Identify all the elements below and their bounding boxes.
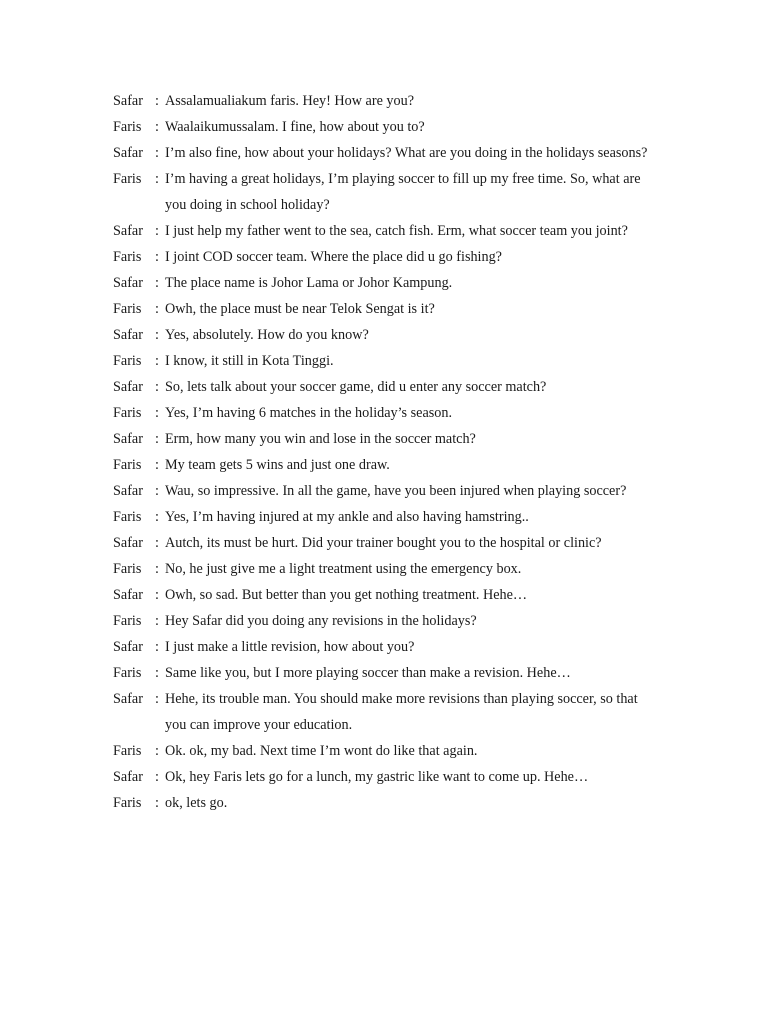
utterance-text: No, he just give me a light treatment using the emergency box. <box>165 561 522 577</box>
speaker-name: Faris <box>113 249 142 265</box>
speaker-name: Safar <box>113 379 143 395</box>
speaker-name: Safar <box>113 145 143 161</box>
speaker-name: Safar <box>113 691 143 707</box>
speaker-separator: : <box>155 587 159 603</box>
utterance-text: Hehe, its trouble man. You should make more revisions than playing soccer, so that you can improve your education. <box>165 691 638 733</box>
utterance-text: Ok, hey Faris lets go for a lunch, my gastric like want to come up. Hehe… <box>165 769 589 785</box>
utterance-text: I’m also fine, how about your holidays? What are you doing in the holidays seasons? <box>165 145 648 161</box>
speaker-separator: : <box>155 301 159 317</box>
dialogue-line <box>113 374 658 400</box>
speaker-separator: : <box>155 145 159 161</box>
speaker-separator: : <box>155 171 159 187</box>
speaker-separator: : <box>155 509 159 525</box>
speaker-name: Faris <box>113 119 142 135</box>
utterance-text: Hey Safar did you doing any revisions in the holidays? <box>165 613 477 629</box>
speaker-name: Faris <box>113 171 142 187</box>
utterance-text: Erm, how many you win and lose in the soccer match? <box>165 431 476 447</box>
speaker-name: Safar <box>113 587 143 603</box>
speaker-name: Faris <box>113 509 142 525</box>
speaker-separator: : <box>155 223 159 239</box>
speaker-name: Safar <box>113 431 143 447</box>
speaker-separator: : <box>155 249 159 265</box>
dialogue-line <box>113 270 658 296</box>
dialogue-line <box>113 686 658 738</box>
dialogue-line <box>113 608 658 634</box>
speaker-separator: : <box>155 743 159 759</box>
dialogue-line <box>113 556 658 582</box>
utterance-text: Ok. ok, my bad. Next time I’m wont do like that again. <box>165 743 478 759</box>
speaker-separator: : <box>155 535 159 551</box>
utterance-text: Assalamualiakum faris. Hey! How are you? <box>165 93 414 109</box>
speaker-separator: : <box>155 353 159 369</box>
dialogue-line <box>113 660 658 686</box>
speaker-name: Faris <box>113 405 142 421</box>
dialogue-line <box>113 244 658 270</box>
speaker-separator: : <box>155 483 159 499</box>
speaker-separator: : <box>155 665 159 681</box>
speaker-separator: : <box>155 691 159 707</box>
speaker-name: Faris <box>113 743 142 759</box>
speaker-name: Safar <box>113 483 143 499</box>
dialogue-line <box>113 634 658 660</box>
dialogue-line <box>113 530 658 556</box>
speaker-name: Safar <box>113 223 143 239</box>
utterance-text: I just help my father went to the sea, catch fish. Erm, what soccer team you joint? <box>165 223 628 239</box>
speaker-name: Faris <box>113 457 142 473</box>
speaker-separator: : <box>155 457 159 473</box>
speaker-name: Safar <box>113 327 143 343</box>
dialogue-line <box>113 348 658 374</box>
speaker-separator: : <box>155 119 159 135</box>
speaker-name: Faris <box>113 613 142 629</box>
speaker-name: Faris <box>113 301 142 317</box>
speaker-separator: : <box>155 795 159 811</box>
dialogue-line <box>113 764 658 790</box>
speaker-separator: : <box>155 379 159 395</box>
utterance-text: Yes, absolutely. How do you know? <box>165 327 369 343</box>
utterance-text: Waalaikumussalam. I fine, how about you to? <box>165 119 425 135</box>
dialogue-line <box>113 790 658 816</box>
speaker-name: Faris <box>113 795 142 811</box>
utterance-text: So, lets talk about your soccer game, did u enter any soccer match? <box>165 379 547 395</box>
speaker-name: Safar <box>113 275 143 291</box>
utterance-text: I know, it still in Kota Tinggi. <box>165 353 334 369</box>
utterance-text: I’m having a great holidays, I’m playing soccer to fill up my free time. So, what are you doing in school holiday? <box>165 171 641 213</box>
utterance-text: Owh, the place must be near Telok Sengat is it? <box>165 301 435 317</box>
dialogue-line <box>113 452 658 478</box>
speaker-name: Safar <box>113 93 143 109</box>
dialogue-line <box>113 426 658 452</box>
dialogue-line <box>113 296 658 322</box>
utterance-text: My team gets 5 wins and just one draw. <box>165 457 390 473</box>
speaker-name: Safar <box>113 535 143 551</box>
speaker-separator: : <box>155 613 159 629</box>
dialogue-line <box>113 400 658 426</box>
dialogue-line <box>113 218 658 244</box>
utterance-text: I just make a little revision, how about you? <box>165 639 415 655</box>
speaker-separator: : <box>155 275 159 291</box>
dialogue-line <box>113 140 658 166</box>
speaker-separator: : <box>155 561 159 577</box>
dialogue-line <box>113 322 658 348</box>
dialogue-line <box>113 738 658 764</box>
speaker-separator: : <box>155 431 159 447</box>
dialogue-line <box>113 166 658 218</box>
dialogue-line <box>113 114 658 140</box>
utterance-text: Same like you, but I more playing soccer than make a revision. Hehe… <box>165 665 571 681</box>
speaker-separator: : <box>155 405 159 421</box>
utterance-text: Owh, so sad. But better than you get nothing treatment. Hehe… <box>165 587 528 603</box>
speaker-separator: : <box>155 327 159 343</box>
utterance-text: Autch, its must be hurt. Did your trainer bought you to the hospital or clinic? <box>165 535 602 551</box>
utterance-text: Wau, so impressive. In all the game, have you been injured when playing soccer? <box>165 483 627 499</box>
speaker-name: Safar <box>113 639 143 655</box>
utterance-text: I joint COD soccer team. Where the place did u go fishing? <box>165 249 502 265</box>
speaker-separator: : <box>155 93 159 109</box>
utterance-text: Yes, I’m having injured at my ankle and also having hamstring.. <box>165 509 529 525</box>
speaker-name: Faris <box>113 353 142 369</box>
dialogue-line <box>113 88 658 114</box>
speaker-name: Safar <box>113 769 143 785</box>
utterance-text: ok, lets go. <box>165 795 228 811</box>
utterance-text: Yes, I’m having 6 matches in the holiday’s season. <box>165 405 452 421</box>
utterance-text: The place name is Johor Lama or Johor Kampung. <box>165 275 453 291</box>
dialogue-line <box>113 504 658 530</box>
speaker-name: Faris <box>113 665 142 681</box>
dialogue-line <box>113 582 658 608</box>
speaker-name: Faris <box>113 561 142 577</box>
dialogue-line <box>113 478 658 504</box>
speaker-separator: : <box>155 769 159 785</box>
speaker-separator: : <box>155 639 159 655</box>
dialogue-transcript <box>113 88 658 816</box>
